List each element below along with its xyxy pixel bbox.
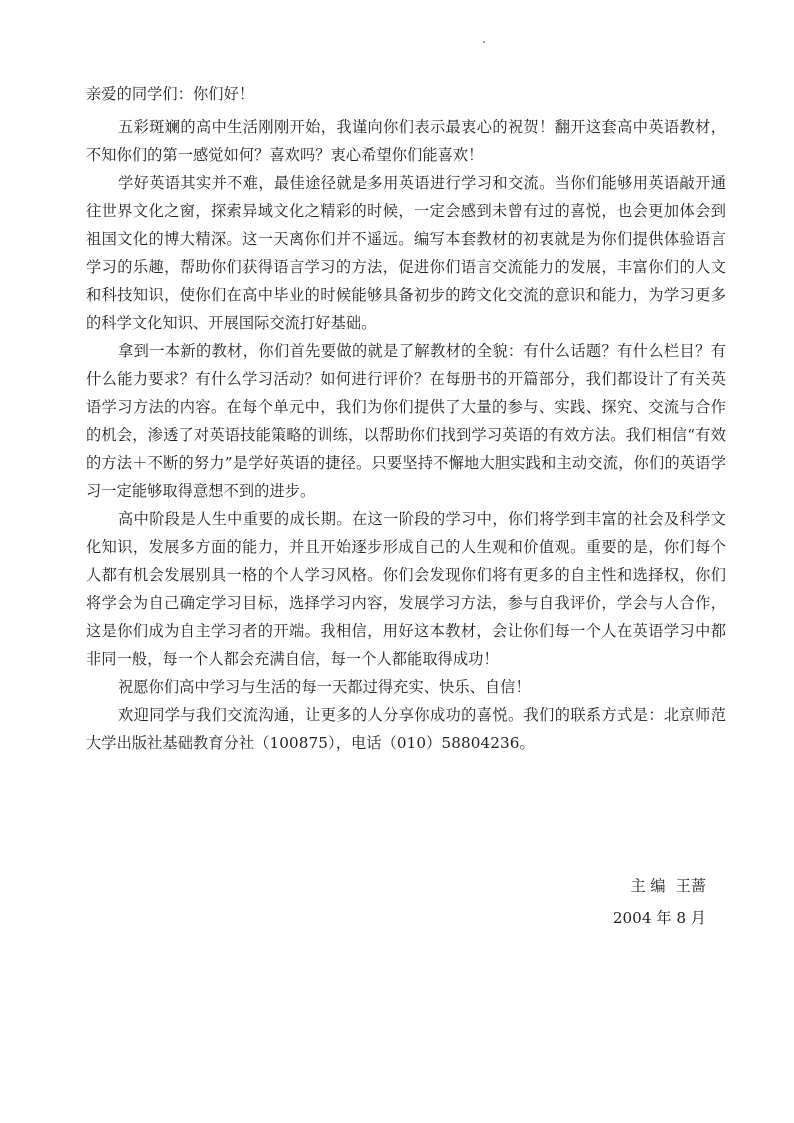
signature-role: 主 编 [630,877,666,895]
signature-name: 王蔷 [675,877,706,895]
paragraph-learning-english: 学好英语其实并不难，最佳途径就是多用英语进行学习和交流。当你们能够用英语敲开通往世界文化之窗，探索异域文化之精彩的时候，一定会感到未曾有过的喜悦，也会更加体会到祖国文化的博大精深。这一天离你们并不遥远。编写本套教材的初衷就是为你们提供体验语言学习的乐趣，帮助你们获得语言学习的方法，促进你们语言交流能力的发展，丰富你们的人文和科技知识，使你们在高中毕业的时候能够具备初步的跨文化交流的意识和能力，为学习更多的科学文化知识、开展国际交流打好基础。 [86,174,726,332]
paragraph-contact: 欢迎同学与我们交流沟通，让更多的人分享你成功的喜悦。我们的联系方式是：北京师范大学出版社基础教育分社（100875），电话（010）58804236。 [86,706,726,752]
signature-date: 2004 年 8 月 [612,909,706,927]
letter-body [86,80,726,757]
salutation: 亲爱的同学们：你们好！ [86,85,255,103]
signature-editor-line [0,870,706,902]
paragraph-high-school-stage: 高中阶段是人生中重要的成长期。在这一阶段的学习中，你们将学到丰富的社会及科学文化知识，发展多方面的能力，并且开始逐步形成自己的人生观和价值观。重要的是，你们每个人都有机会发展别具一格的个人学习风格。你们会发现你们将有更多的自主性和选择权，你们将学会为自己确定学习目标，选择学习内容，发展学习方法，参与自我评价，学会与人合作，这是你们成为自主学习者的开端。我相信，用好这本教材，会让你们每一个人在英语学习中都非同一般，每一个人都会充满自信，每一个人都能取得成功！ [86,510,726,668]
paragraph-using-textbook: 拿到一本新的教材，你们首先要做的就是了解教材的全貌：有什么话题？有什么栏目？有什么能力要求？有什么学习活动？如何进行评价？在每册书的开篇部分，我们都设计了有关英语学习方法的内容。在每个单元中，我们为你们提供了大量的参与、实践、探究、交流与合作的机会，渗透了对英语技能策略的训练，以帮助你们找到学习英语的有效方法。我们相信“有效的方法＋不断的努力”是学好英语的捷径。只要坚持不懈地大胆实践和主动交流，你们的英语学习一定能够取得意想不到的进步。 [86,342,726,500]
paragraph-wishes: 祝愿你们高中学习与生活的每一天都过得充实、快乐、自信！ [118,678,531,696]
paragraph-congratulations: 五彩斑斓的高中生活刚刚开始，我谨向你们表示最衷心的祝贺！翻开这套高中英语教材，不知你们的第一感觉如何？喜欢吗？衷心希望你们能喜欢！ [86,118,726,164]
signature-block [0,870,706,934]
scan-speck [483,41,485,43]
